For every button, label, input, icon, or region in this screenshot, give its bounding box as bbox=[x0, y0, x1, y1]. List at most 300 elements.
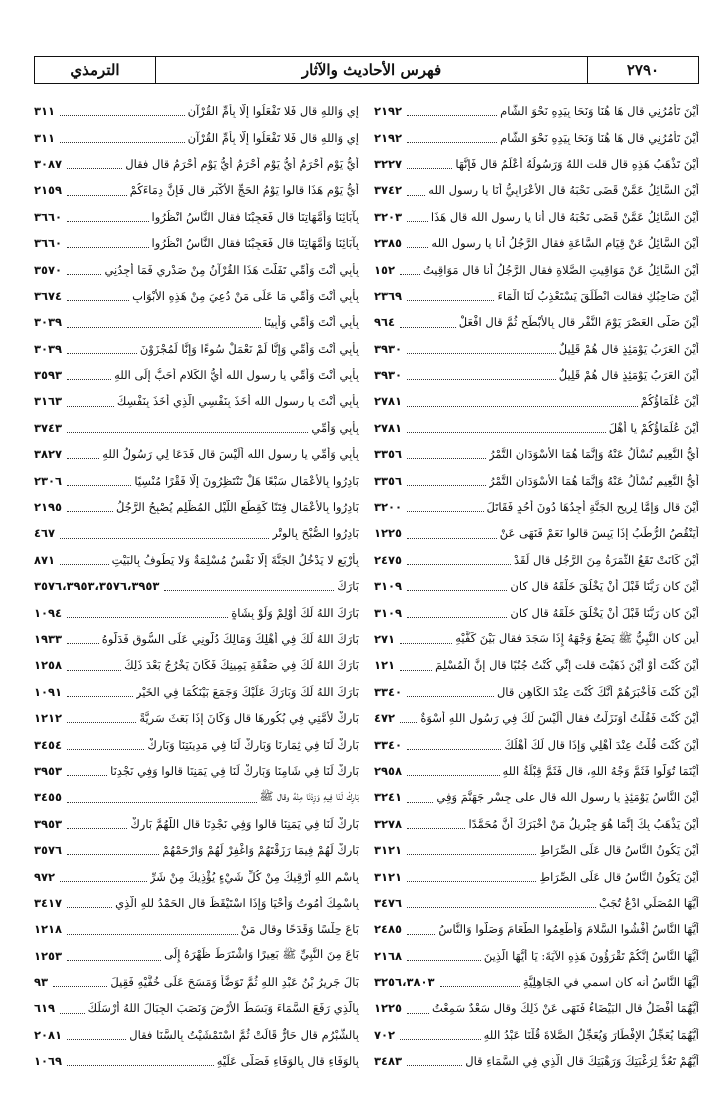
entry-reference-number: ٣٣٥٦ bbox=[374, 447, 403, 462]
leader-dots bbox=[67, 432, 308, 433]
entry-hadith-text: أين كان النَّبِيُّ ﷺ يَضَعُ وَجْهَهُ إِذَا سَجَدَ فقال بَيْنَ كَفَّيْهِ bbox=[455, 630, 699, 645]
entry-hadith-text: بِأَبِي أَنْتَ وَأُمِّي وَأَبِينَا bbox=[263, 315, 359, 330]
entry-hadith-text: أَيْنَ السَّائِلُ عَمَّنْ قَضَى نَحْبَهُ قال الأَعْرَابِيُّ أَنَا يا رسول الله bbox=[428, 183, 699, 198]
entry-hadith-text: بِالشُّبْرُمِ قال حَارٌّ قَالَتْ ثُمَّ اسْتَمْشَيْتُ بِالسَّنَا فقال bbox=[129, 1027, 359, 1042]
entry-reference-number: ٣٢٠٠ bbox=[374, 500, 403, 515]
index-entry bbox=[34, 731, 359, 757]
entry-reference-number: ١٢٢٥ bbox=[374, 526, 403, 541]
entry-hadith-text: أَيْنَ عُلَمَاؤُكُمْ يا أَهْلَ bbox=[608, 420, 699, 435]
index-entry bbox=[374, 362, 699, 388]
entry-hadith-text: بِاسْمِكَ أَمُوتُ وَأَحْيَا وَإِذَا اسْتَيْقَظَ قال الحَمْدُ للهِ الَّذِي bbox=[115, 895, 359, 910]
leader-dots bbox=[407, 142, 497, 143]
index-entry bbox=[374, 177, 699, 203]
entry-hadith-text: أَيْنَ قال وَإِمَّا لِرِيحِ الجَنَّةِ أَجِدُهَا دُونَ أُحُدٍ فَقَاتَلَ bbox=[486, 500, 699, 515]
leader-dots bbox=[400, 1039, 481, 1040]
entry-reference-number: ٣١١ bbox=[34, 130, 56, 145]
entry-reference-number: ٢٤٨٥ bbox=[374, 922, 403, 937]
index-entry bbox=[374, 467, 699, 493]
entry-hadith-text: بَادِرُوا بِالأَعْمَالِ فِتَنًا كَقِطَعِ اللَّيْلِ المُظْلِمِ يُصْبِحُ الرَّجُلُ bbox=[116, 500, 359, 515]
entry-hadith-text: أَيْنَ السَّائِلُ عَنْ قِيَامِ السَّاعَةِ فقال الرَّجُلُ أنا يا رسول الله bbox=[431, 236, 699, 251]
entry-hadith-text: أَيُّهُمْ تَعُدُّ لِرَغْبَتِكَ وَرَهْبَتِكَ قال الَّذِي فِي السَّمَاءِ قال bbox=[465, 1054, 699, 1069]
entry-reference-number: ٢٤٧٥ bbox=[374, 552, 403, 567]
index-entry bbox=[374, 652, 699, 678]
index-entry bbox=[374, 811, 699, 837]
leader-dots bbox=[407, 828, 465, 829]
index-entry bbox=[34, 626, 359, 652]
index-entry bbox=[374, 863, 699, 889]
entry-reference-number: ٣٣٥٦ bbox=[374, 473, 403, 488]
leader-dots bbox=[407, 907, 596, 908]
leader-dots bbox=[400, 327, 456, 328]
index-entry bbox=[374, 204, 699, 230]
entry-hadith-text: أَيْنَ كَانَتْ تَقَعُ الثَّمَرَةُ مِنَ الرَّجُلِ قال لَقَدْ bbox=[513, 552, 699, 567]
entry-hadith-text: بِأَبِي وَأُمِّي bbox=[311, 420, 359, 435]
entry-reference-number: ٢٠٨١ bbox=[34, 1027, 63, 1042]
entry-hadith-text: أَيْنَ كُنْتَ فَقُلْتُ أَوَنَزَلْتُ فقال أَلَيْسَ لَكَ فِي رَسُولِ اللهِ أُسْوَةٌ bbox=[420, 711, 699, 726]
index-entry bbox=[374, 309, 699, 335]
entry-hadith-text: بِآبَائِنَا وَأُمَّهَاتِنَا قال فَعَجِبْنَا فقال النَّاسُ انْظُرُوا bbox=[151, 209, 359, 224]
entry-hadith-text: أَيُّ يَوْمٍ هَذَا قالوا يَوْمُ الحَجِّ الأَكْبَرِ قال فَإِنَّ دِمَاءَكُمْ bbox=[129, 183, 359, 198]
entry-reference-number: ٢٣٠٦ bbox=[34, 473, 63, 488]
index-entry bbox=[34, 679, 359, 705]
entry-hadith-text: أَيْنَ كان رَبُّنَا قَبْلَ أَنْ يَخْلُقَ خَلْقَهُ قال كان bbox=[510, 605, 699, 620]
index-entry bbox=[34, 441, 359, 467]
leader-dots bbox=[407, 432, 606, 433]
section-title: فهرس الأحاديث والآثار bbox=[156, 57, 588, 83]
entry-hadith-text: أَيُّ النَّعِيمِ نُسْأَلُ عَنْهُ وَإِنَّمَا هُمَا الأَسْوَدَانِ التَّمْرُ bbox=[488, 473, 699, 488]
leader-dots bbox=[67, 300, 129, 301]
entry-hadith-text: أَيُّهَا النَّاسُ إِنَّكُمْ تَقْرَؤُونَ هَذِهِ الآيَةَ: يَا أَيُّهَا الَّذِينَ bbox=[483, 948, 699, 963]
index-entry bbox=[34, 784, 359, 810]
entry-hadith-text: أَيُّهَا النَّاسُ أنه كان اسمي في الجَاهِلِيَّةِ bbox=[522, 975, 699, 990]
entry-hadith-text: أَيْنَ كُنْتَ قُلْتُ عِنْدَ أَهْلِي وَإِذَا قال لَكَ أَهْلُكَ bbox=[504, 737, 699, 752]
entry-reference-number: ١٢١٨ bbox=[34, 922, 63, 937]
leader-dots bbox=[67, 1039, 126, 1040]
entry-hadith-text: أَيُّ يَوْمٍ أَحْرَمُ أَيُّ يَوْمٍ أَحْرَمُ أَيُّ يَوْمٍ أَحْرَمُ قال فقال bbox=[125, 156, 359, 171]
index-entry bbox=[34, 124, 359, 150]
index-entry bbox=[374, 573, 699, 599]
leader-dots bbox=[407, 300, 494, 301]
entry-hadith-text: بِأَبِي وَأُمِّي يا رسول الله أَلَيْسَ قال فَدَعَا لِي رَسُولُ اللهِ bbox=[102, 447, 359, 462]
leader-dots bbox=[67, 247, 148, 248]
entry-hadith-text: بَارِكْ لأُمَّتِي فِي بُكُورِهَا قال وَكَانَ إِذَا بَعَثَ سَرِيَّةً bbox=[139, 711, 359, 726]
index-entry bbox=[374, 230, 699, 256]
entry-hadith-text: أَيْنَ يَذْهَبُ بِكَ إِنَّمَا هُوَ جِبْرِيلُ مَنْ أَخْبَرَكَ أَنَّ مُحَمَّدًا bbox=[468, 816, 699, 831]
entry-reference-number: ٣١٠٩ bbox=[374, 605, 403, 620]
leader-dots bbox=[67, 458, 99, 459]
entry-reference-number: ٣٤٥٥ bbox=[34, 790, 63, 805]
leader-dots bbox=[407, 696, 494, 697]
leader-dots bbox=[67, 854, 159, 855]
entry-reference-number: ٣٤١٧ bbox=[34, 895, 63, 910]
index-columns bbox=[34, 98, 699, 1098]
index-entry bbox=[374, 969, 699, 995]
entry-reference-number: ١٢١ bbox=[374, 658, 396, 673]
leader-dots bbox=[60, 142, 185, 143]
index-entry bbox=[374, 151, 699, 177]
entry-hadith-text: أَيْنَ النَّاسُ يَوْمَئِذٍ يا رسول الله قال على جِسْرِ جَهَنَّمَ وَفِي bbox=[436, 790, 699, 805]
entry-reference-number: ٣٠٣٩ bbox=[34, 341, 63, 356]
entry-reference-number: ٤٧٢ bbox=[374, 711, 396, 726]
leader-dots bbox=[67, 274, 101, 275]
leader-dots bbox=[407, 485, 486, 486]
entry-hadith-text: بَارَكَ اللهُ لَكَ فِي صَفْقَةِ يَمِينِكَ فَكَانَ يَخْرُجُ بَعْدَ ذَلِكَ bbox=[124, 658, 359, 673]
entry-reference-number: ١٠٩١ bbox=[34, 684, 63, 699]
entry-hadith-text: بَارِكْ لَنَا فِيهِ وَزِدْنَا مِنْهُ وقال ﷺ bbox=[259, 788, 359, 803]
index-entry bbox=[34, 415, 359, 441]
entry-reference-number: ٣٤٥٤ bbox=[34, 737, 63, 752]
index-entry bbox=[374, 679, 699, 705]
entry-reference-number: ٣٢٠٣ bbox=[374, 209, 403, 224]
entry-reference-number: ٣٦٦٠ bbox=[34, 236, 63, 251]
index-entry bbox=[374, 599, 699, 625]
leader-dots bbox=[67, 511, 113, 512]
entry-hadith-text: بَارَكَ اللهُ لَكَ وَبَارَكَ عَلَيْكَ وَجَمَعَ بَيْنَكُمَا فِي الخَيْرِ bbox=[135, 684, 359, 699]
entry-reference-number: ٢١٥٩ bbox=[34, 183, 63, 198]
index-entry bbox=[374, 336, 699, 362]
entry-reference-number: ٤٦٧ bbox=[34, 526, 56, 541]
leader-dots bbox=[67, 221, 148, 222]
entry-hadith-text: بَارِكْ لَنَا فِي شَامِنَا وَبَارِكْ لَنَا فِي يَمَنِنَا قالوا وَفِي نَجْدِنَا bbox=[110, 763, 359, 778]
leader-dots bbox=[400, 670, 432, 671]
leader-dots bbox=[67, 327, 261, 328]
index-entry bbox=[34, 230, 359, 256]
index-entry bbox=[34, 969, 359, 995]
entry-hadith-text: أَيَنْقُصُ الرُّطَبُ إِذَا يَبِسَ قالوا نَعَمْ فَنَهَى عَنْ bbox=[499, 526, 699, 541]
leader-dots bbox=[407, 590, 507, 591]
entry-reference-number: ١٢٢٥ bbox=[374, 1001, 403, 1016]
entry-reference-number: ١٠٦٩ bbox=[34, 1054, 63, 1069]
leader-dots bbox=[67, 195, 127, 196]
index-entry bbox=[34, 863, 359, 889]
entry-hadith-text: أَيُّ النَّعِيمِ نُسْأَلُ عَنْهُ وَإِنَّمَا هُمَا الأَسْوَدَانِ التَّمْرُ bbox=[488, 447, 699, 462]
entry-hadith-text: بَارِكْ لَنَا فِي يَمَنِنَا قالوا وَفِي نَجْدِنَا قال اللَّهُمَّ بَارِكْ bbox=[130, 816, 359, 831]
entry-reference-number: ٣١٠٩ bbox=[374, 579, 403, 594]
entry-reference-number: ٩٧٢ bbox=[34, 869, 56, 884]
entry-hadith-text: بَاعَ مِنَ النَّبِيِّ ﷺ بَعِيرًا وَاشْتَرَطَ ظَهْرَهُ إِلَى bbox=[164, 947, 359, 962]
entry-hadith-text: بِأَبِي أَنْتَ يا رسول الله أَخَذَ بِنَفْسِي الَّذِي أَخَذَ بِنَفْسِكَ bbox=[116, 394, 359, 409]
entry-hadith-text: بَادِرُوا بِالأَعْمَالِ سَبْعًا هَلْ تَنْتَظِرُونَ إِلَّا فَقْرًا مُنْسِيًا bbox=[134, 473, 359, 488]
entry-reference-number: ٣٢٤١ bbox=[374, 790, 403, 805]
leader-dots bbox=[407, 168, 452, 169]
leader-dots bbox=[400, 643, 452, 644]
leader-dots bbox=[407, 247, 428, 248]
leader-dots bbox=[67, 802, 256, 803]
index-entry bbox=[34, 204, 359, 230]
index-entry bbox=[374, 995, 699, 1021]
entry-reference-number: ٣٣٤٠ bbox=[374, 684, 403, 699]
index-entry bbox=[374, 1022, 699, 1048]
leader-dots bbox=[67, 722, 136, 723]
entry-reference-number: ٩٦٤ bbox=[374, 315, 396, 330]
leader-dots bbox=[407, 1065, 462, 1066]
leader-dots bbox=[407, 775, 499, 776]
entry-hadith-text: أَيُّهَا النَّاسُ أَفْشُوا السَّلامَ وَأَطْعِمُوا الطَّعَامَ وَصَلُّوا وَالنَّاسُ bbox=[438, 922, 699, 937]
leader-dots bbox=[407, 221, 428, 222]
leader-dots bbox=[407, 538, 497, 539]
right-column bbox=[374, 98, 699, 1098]
entry-reference-number: ٣٤٧٦ bbox=[374, 895, 403, 910]
entry-hadith-text: أَيْنَ السَّائِلُ عَنْ مَوَاقِيتِ الصَّلاةِ فقال الرَّجُلُ أنا قال مَوَاقِيتُ bbox=[423, 262, 699, 277]
index-entry bbox=[374, 1048, 699, 1074]
entry-reference-number: ٣٢٢٧ bbox=[374, 156, 403, 171]
leader-dots bbox=[407, 854, 536, 855]
entry-hadith-text: بَارَكَ اللهُ لَكَ فِي أَهْلِكَ وَمَالِكَ دُلُّونِي عَلَى السُّوقِ فَدَلُّوهُ bbox=[101, 632, 359, 646]
entry-reference-number: ١٢٥٣ bbox=[34, 948, 63, 963]
leader-dots bbox=[67, 749, 144, 750]
index-entry bbox=[34, 494, 359, 520]
entry-reference-number: ٣٥٩٣ bbox=[34, 368, 63, 383]
index-entry bbox=[374, 758, 699, 784]
leader-dots bbox=[67, 775, 107, 776]
index-entry bbox=[374, 415, 699, 441]
entry-reference-number: ٣٩٥٣ bbox=[34, 816, 63, 831]
entry-hadith-text: أَيْنَمَا تُوَلُّوا فَثَمَّ وَجْهُ اللهِ، قال فَثَمَّ قِبْلَةُ اللهِ bbox=[502, 763, 699, 778]
index-entry bbox=[34, 943, 359, 969]
index-entry bbox=[374, 943, 699, 969]
leader-dots bbox=[407, 379, 556, 380]
entry-hadith-text: أَيْنَ تَذْهَبُ هَذِهِ قال قلت اللهُ وَرَسُولُهُ أَعْلَمُ قال فَإِنَّهَا bbox=[455, 156, 699, 171]
entry-hadith-text: أَيْنَ عُلَمَاؤُكُمْ bbox=[640, 394, 699, 409]
entry-reference-number: ٢٧١ bbox=[374, 632, 396, 646]
entry-hadith-text: أَيْنَ تَأْمُرُنِي قال هَا هُنَا وَنَحَا بِيَدِهِ نَحْوَ الشَّام bbox=[500, 104, 699, 119]
index-entry bbox=[374, 124, 699, 150]
leader-dots bbox=[407, 353, 556, 354]
index-entry bbox=[34, 151, 359, 177]
index-entry bbox=[34, 256, 359, 282]
leader-dots bbox=[67, 485, 131, 486]
entry-hadith-text: بِالوَفَاءِ قال بِالوَفَاءِ فَصَلَّى عَلَيْهِ bbox=[216, 1054, 359, 1069]
index-entry bbox=[34, 599, 359, 625]
entry-reference-number: ٣٦٦٠ bbox=[34, 209, 63, 224]
leader-dots bbox=[67, 406, 114, 407]
leader-dots bbox=[407, 1013, 429, 1014]
entry-hadith-text: بَارَكَ اللهُ لَكَ أَوْلِمْ وَلَوْ بِشَاةٍ bbox=[231, 605, 359, 620]
index-entry bbox=[374, 837, 699, 863]
leader-dots bbox=[60, 1013, 85, 1014]
entry-reference-number: ٣١٦٣ bbox=[34, 394, 63, 409]
entry-reference-number: ٢٧٨١ bbox=[374, 394, 403, 409]
leader-dots bbox=[67, 168, 122, 169]
entry-reference-number: ٢١٩٢ bbox=[374, 130, 403, 145]
leader-dots bbox=[407, 934, 435, 935]
entry-reference-number: ٢٣٦٩ bbox=[374, 288, 403, 303]
entry-reference-number: ٣٣٤٠ bbox=[374, 737, 403, 752]
entry-reference-number: ٣٩٥٣ bbox=[34, 763, 63, 778]
book-title: الترمذي bbox=[35, 57, 156, 83]
index-entry bbox=[374, 283, 699, 309]
index-entry bbox=[34, 547, 359, 573]
entry-reference-number: ١٩٣٣ bbox=[34, 632, 63, 646]
index-entry bbox=[34, 837, 359, 863]
leader-dots bbox=[53, 986, 107, 987]
leader-dots bbox=[67, 353, 137, 354]
entry-hadith-text: أَيْنَ العَرَبُ يَوْمَئِذٍ قال هُمْ قَلِيلٌ bbox=[558, 368, 699, 383]
index-entry bbox=[34, 811, 359, 837]
entry-reference-number: ٣٤٨٣ bbox=[374, 1054, 403, 1069]
index-entry bbox=[374, 731, 699, 757]
entry-hadith-text: بِأَبِي أَنْتَ وَأُمِّي تَفَلَّتَ هَذَا القُرْآنُ مِنْ صَدْرِي فَمَا أَجِدُنِي bbox=[104, 262, 359, 277]
entry-hadith-text: بَالَ جَرِيرُ بْنُ عَبْدِ اللهِ ثُمَّ تَوَضَّأَ وَمَسَحَ عَلَى خُفَّيْهِ فَقِيلَ bbox=[110, 975, 359, 990]
leader-dots bbox=[407, 564, 511, 565]
entry-hadith-text: أَيُّهُمَا يُعَجِّلُ الإِفْطَارَ وَيُعَجِّلُ الصَّلاةَ قُلْنَا عَبْدُ اللهِ bbox=[483, 1027, 699, 1042]
index-entry bbox=[374, 784, 699, 810]
entry-reference-number: ٣٥٧٠ bbox=[34, 262, 63, 277]
index-entry bbox=[34, 309, 359, 335]
leader-dots bbox=[407, 881, 536, 882]
entry-reference-number: ٦١٩ bbox=[34, 1001, 56, 1016]
entry-reference-number: ١٥٢ bbox=[374, 262, 396, 277]
entry-reference-number: ٣١٢١ bbox=[374, 869, 403, 884]
entry-hadith-text: بَاعَ حِلْسًا وَقَدَحًا وقال مَنْ bbox=[240, 922, 359, 937]
entry-hadith-text: بَارَكَ bbox=[337, 579, 359, 594]
index-entry bbox=[374, 98, 699, 124]
entry-reference-number: ٩٣ bbox=[34, 975, 49, 990]
leader-dots bbox=[407, 195, 425, 196]
entry-hadith-text: أَيْنَ كُنْتَ فَأَخْبَرَهُمْ أَنَّكَ كُنْتَ عِنْدَ الكَاهِنِ قال bbox=[496, 684, 699, 699]
index-entry bbox=[34, 336, 359, 362]
entry-hadith-text: بَارِكْ لَنَا فِي ثِمَارِنَا وَبَارِكْ لَنَا فِي مَدِينَتِنَا وَبَارِكْ bbox=[147, 737, 359, 752]
entry-reference-number: ٣٨٢٧ bbox=[34, 447, 63, 462]
index-entry bbox=[34, 388, 359, 414]
leader-dots bbox=[400, 274, 420, 275]
index-entry bbox=[34, 362, 359, 388]
leader-dots bbox=[60, 564, 109, 565]
index-entry bbox=[374, 388, 699, 414]
leader-dots bbox=[67, 960, 161, 961]
index-entry bbox=[374, 705, 699, 731]
entry-reference-number: ٢٩٥٨ bbox=[374, 763, 403, 778]
entry-hadith-text: إِي وَاللهِ قال فَلا تَفْعَلُوا إِلَّا بِأُمِّ القُرْآنِ bbox=[187, 104, 359, 119]
index-entry bbox=[34, 467, 359, 493]
leader-dots bbox=[400, 722, 417, 723]
page-header bbox=[34, 56, 699, 84]
index-entry bbox=[374, 626, 699, 652]
leader-dots bbox=[407, 511, 483, 512]
entry-reference-number: ٣٩٣٠ bbox=[374, 341, 403, 356]
index-entry bbox=[374, 547, 699, 573]
index-entry bbox=[34, 890, 359, 916]
entry-reference-number: ٧٠٢ bbox=[374, 1027, 396, 1042]
entry-reference-number: ٣٢٥٦،٣٨٠٣ bbox=[374, 975, 435, 990]
entry-hadith-text: أَيْنَ كان رَبُّنَا قَبْلَ أَنْ يَخْلُقَ خَلْقَهُ قال كان bbox=[510, 579, 699, 594]
leader-dots bbox=[67, 643, 99, 644]
leader-dots bbox=[67, 379, 111, 380]
entry-hadith-text: بِأَبِي أَنْتَ وَأُمِّي مَا عَلَى مَنْ دُعِيَ مِنْ هَذِهِ الأَبْوَابِ bbox=[132, 288, 359, 303]
leader-dots bbox=[67, 696, 133, 697]
leader-dots bbox=[67, 617, 228, 618]
entry-hadith-text: بِأَرْبَعٍ لا يَدْخُلُ الجَنَّةَ إِلَّا نَفْسٌ مُسْلِمَةٌ وَلا يَطُوفُ بِالبَيْتِ bbox=[111, 552, 359, 567]
index-entry bbox=[34, 177, 359, 203]
entry-reference-number: ٢٣٨٥ bbox=[374, 236, 403, 251]
entry-hadith-text: بَادِرُوا الصُّبْحَ بِالوِتْرِ bbox=[272, 526, 359, 541]
entry-hadith-text: أَيْنَ كُنْتَ أَوْ أَيْنَ ذَهَبْتَ قلت إِنِّي كُنْتُ جُنُبًا قال إِنَّ الْمُسْلِمَ bbox=[435, 658, 699, 673]
entry-reference-number: ٣٠٣٩ bbox=[34, 315, 63, 330]
entry-reference-number: ٣٢٧٨ bbox=[374, 816, 403, 831]
entry-reference-number: ١٢٥٨ bbox=[34, 658, 63, 673]
entry-reference-number: ٣١٢١ bbox=[374, 843, 403, 858]
entry-reference-number: ٣٦٧٤ bbox=[34, 288, 63, 303]
entry-reference-number: ٣٧٤٢ bbox=[374, 183, 403, 198]
page-number: ٢٧٩٠ bbox=[626, 61, 660, 79]
entry-hadith-text: أَيْنَ تَأْمُرُنِي قال هَا هُنَا وَنَحَا بِيَدِهِ نَحْوَ الشَّام bbox=[500, 130, 699, 145]
left-column bbox=[34, 98, 359, 1098]
entry-hadith-text: بِآبَائِنَا وَأُمَّهَاتِنَا قال فَعَجِبْنَا فقال النَّاسُ انْظُرُوا bbox=[151, 236, 359, 251]
leader-dots bbox=[407, 802, 433, 803]
leader-dots bbox=[407, 960, 481, 961]
index-entry bbox=[34, 916, 359, 942]
index-entry bbox=[374, 494, 699, 520]
entry-reference-number: ٣٧٤٣ bbox=[34, 420, 63, 435]
index-entry bbox=[34, 1048, 359, 1074]
index-entry bbox=[374, 916, 699, 942]
entry-reference-number: ٢١٩٢ bbox=[374, 104, 403, 119]
entry-hadith-text: أَيْنَ يَكُونُ النَّاسُ قال عَلَى الصِّرَاطِ bbox=[539, 843, 699, 858]
leader-dots bbox=[164, 590, 334, 591]
leader-dots bbox=[440, 986, 520, 987]
entry-hadith-text: إِي وَاللهِ قال فَلا تَفْعَلُوا إِلَّا بِأُمِّ القُرْآنِ bbox=[187, 130, 359, 145]
entry-reference-number: ٢١٦٨ bbox=[374, 948, 403, 963]
entry-hadith-text: بِاسْمِ اللهِ أَرْقِيكَ مِنْ كُلِّ شَيْءٍ يُؤْذِيكَ مِنْ شَرِّ bbox=[149, 869, 359, 884]
entry-reference-number: ٣٩٣٠ bbox=[374, 368, 403, 383]
index-entry bbox=[34, 705, 359, 731]
index-entry bbox=[34, 573, 359, 599]
entry-hadith-text: أَيْنَ صَلَّى العَصْرَ يَوْمَ النَّفْرِ قال بِالأَبْطَحِ ثُمَّ قال افْعَلْ bbox=[458, 315, 699, 330]
entry-hadith-text: أَيْنَ صَاحِبُكِ فقالت انْطَلَقَ يَسْتَعْذِبُ لَنَا الْمَاءَ bbox=[497, 288, 699, 303]
leader-dots bbox=[67, 934, 238, 935]
entry-reference-number: ٣٥٧٦ bbox=[34, 843, 63, 858]
index-entry bbox=[374, 256, 699, 282]
entry-reference-number: ٢٧٨١ bbox=[374, 420, 403, 435]
index-entry bbox=[34, 758, 359, 784]
leader-dots bbox=[67, 907, 112, 908]
entry-reference-number: ٨٧١ bbox=[34, 552, 56, 567]
leader-dots bbox=[407, 749, 501, 750]
index-entry bbox=[374, 441, 699, 467]
entry-hadith-text: أَيُّهُمَا أَفْضَلُ قال البَيْضَاءُ فَنَهَى عَنْ ذَلِكَ وقال سَعْدٌ سَمِعْتُ bbox=[431, 1001, 699, 1016]
entry-reference-number: ٣٥٧٦،٣٩٥٣،٣٥٧٦،٣٩٥٣ bbox=[34, 579, 160, 594]
entry-hadith-text: أَيْنَ يَكُونُ النَّاسُ قال عَلَى الصِّرَاطِ bbox=[539, 869, 699, 884]
entry-reference-number: ٣١١ bbox=[34, 104, 56, 119]
leader-dots bbox=[67, 670, 121, 671]
leader-dots bbox=[67, 1065, 214, 1066]
index-entry bbox=[34, 1022, 359, 1048]
leader-dots bbox=[407, 115, 497, 116]
leader-dots bbox=[60, 538, 269, 539]
leader-dots bbox=[407, 617, 507, 618]
entry-reference-number: ٣٠٨٧ bbox=[34, 156, 63, 171]
index-entry bbox=[374, 520, 699, 546]
entry-hadith-text: بِالَّذِي رَفَعَ السَّمَاءَ وَبَسَطَ الأَرْضَ وَنَصَبَ الجِبَالَ اللهُ أَرْسَلَكَ bbox=[87, 1001, 359, 1016]
entry-reference-number: ٢١٩٥ bbox=[34, 500, 63, 515]
leader-dots bbox=[60, 115, 185, 116]
entry-hadith-text: بِأَبِي أَنْتَ وَأُمِّي وَإِنَّا لَمْ نَعْمَلْ سُوءًا وَإِنَّا لَمُجْزَوْنَ bbox=[139, 341, 359, 356]
index-entry bbox=[374, 890, 699, 916]
leader-dots bbox=[67, 828, 127, 829]
entry-hadith-text: بِأَبِي أَنْتَ وَأُمِّي يا رسول الله أَيُّ الكَلامِ أَحَبُّ إِلَى اللهِ bbox=[114, 368, 359, 383]
entry-hadith-text: أَيْنَ العَرَبُ يَوْمَئِذٍ قال هُمْ قَلِيلٌ bbox=[558, 341, 699, 356]
index-entry bbox=[34, 283, 359, 309]
index-entry bbox=[34, 995, 359, 1021]
leader-dots bbox=[60, 881, 147, 882]
entry-hadith-text: بَارِكْ لَهُمْ فِيمَا رَزَقْتَهُمْ وَاغْفِرْ لَهُمْ وَارْحَمْهُمْ bbox=[162, 843, 359, 858]
index-entry bbox=[34, 520, 359, 546]
index-entry bbox=[34, 652, 359, 678]
index-entry bbox=[34, 98, 359, 124]
leader-dots bbox=[407, 458, 486, 459]
entry-hadith-text: أَيُّهَا المُصَلِّي ادْعُ تُجَبْ bbox=[599, 895, 699, 910]
leader-dots bbox=[407, 406, 638, 407]
